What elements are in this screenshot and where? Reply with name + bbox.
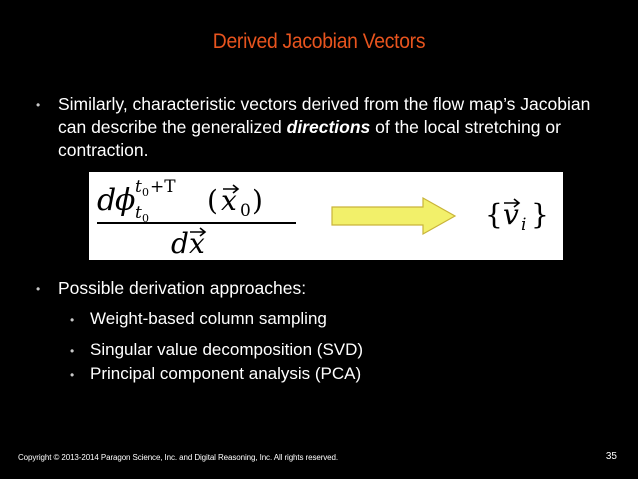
bullet-glyph: • bbox=[70, 344, 75, 358]
eq-sub-t: t bbox=[135, 203, 142, 223]
sub-bullet-3 bbox=[70, 363, 361, 386]
bullet-2-text: Possible derivation approaches: bbox=[58, 278, 307, 298]
eq-sup-plus-t: +T bbox=[150, 177, 176, 197]
eq-sup-t: t bbox=[135, 177, 142, 197]
sub-bullet-1-text: Weight-based column sampling bbox=[90, 309, 327, 328]
eq-arg-close: ) bbox=[252, 184, 263, 217]
eq-den-x: x bbox=[189, 227, 205, 260]
equation-figure bbox=[89, 172, 563, 260]
eq-result-open: { bbox=[485, 198, 503, 231]
sub-bullet-2 bbox=[70, 339, 363, 362]
sub-bullet-2-text: Singular value decomposition (SVD) bbox=[90, 340, 364, 359]
bullet-1 bbox=[36, 93, 606, 162]
eq-den-d: d bbox=[171, 227, 189, 260]
page-number: 35 bbox=[605, 451, 617, 462]
sub-bullet-1 bbox=[70, 308, 327, 331]
eq-arg-open: ( bbox=[207, 184, 218, 217]
eq-sub-0: 0 bbox=[142, 212, 149, 225]
bullet-glyph: • bbox=[70, 368, 75, 382]
bullet-1-text bbox=[58, 93, 606, 162]
bullet-glyph: • bbox=[70, 313, 75, 327]
sub-bullet-3-text: Principal component analysis (PCA) bbox=[90, 364, 362, 383]
eq-numerator-d: d bbox=[97, 183, 117, 218]
bullet-glyph: • bbox=[36, 282, 41, 296]
bullet-1-text-before: Similarly, characteristic vectors derived from the flow map’s Jacobian can describe the generalized bbox=[58, 94, 591, 137]
eq-result-close: } bbox=[531, 198, 549, 231]
bullet-1-emphasis: directions bbox=[286, 117, 371, 137]
bullet-1-text-after: of the local stretching or contraction. bbox=[58, 117, 561, 160]
right-arrow-icon bbox=[332, 198, 455, 234]
eq-result-i: i bbox=[521, 215, 527, 235]
eq-arg-x: x bbox=[221, 184, 237, 217]
slide-title: Derived Jacobian Vectors bbox=[212, 30, 426, 53]
eq-phi: ϕ bbox=[115, 183, 136, 218]
eq-result-v: v bbox=[503, 198, 519, 231]
eq-arg-0: 0 bbox=[240, 201, 251, 221]
copyright-footer: Copyright © 2013-2014 Paragon Science, Inc. and Digital Reasoning, Inc. All rights reserved. bbox=[18, 453, 338, 462]
bullet-2 bbox=[36, 277, 606, 301]
bullet-glyph: • bbox=[36, 98, 41, 112]
eq-sup-0: 0 bbox=[142, 186, 149, 199]
